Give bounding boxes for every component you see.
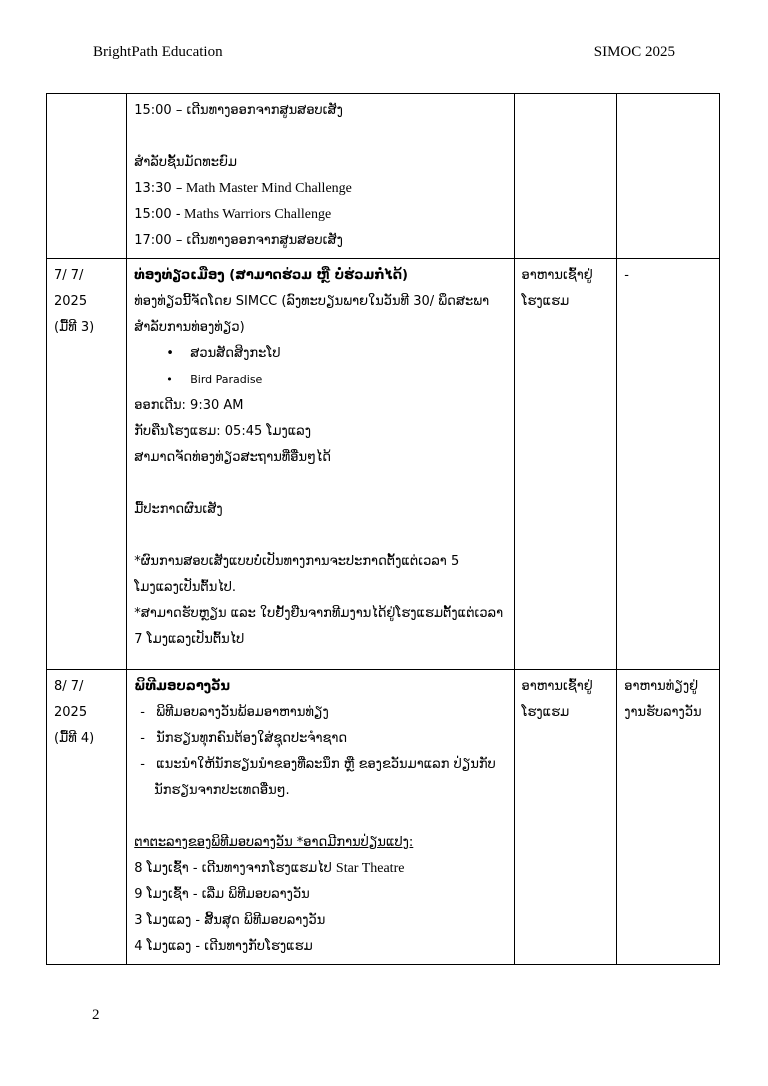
- list-item: - ພິທີມອບລາງວັນພ້ອມອາຫານທ່ຽງ: [148, 700, 507, 726]
- ceremony-schedule-title: ຕາຕະລາງຂອງພິທີມອບລາງວັນ *ອາດມີການປ່ຽນແປງ:: [134, 835, 414, 850]
- date-cell: [47, 259, 127, 670]
- day-label: (ມື້ທີ 3): [54, 320, 95, 335]
- date-text: 8/ 7/ 2025: [54, 679, 88, 720]
- depart-time: ອອກເດີນ: 9:30 AM: [134, 398, 244, 413]
- table-row: [47, 94, 720, 259]
- list-item: - ແນະນຳໃຫ້ນັກຮຽນນຳຂອງທີ່ລະນຶກ ຫຼື ຂອງຂວັນມາແລກ ປ່ຽນກັບນັກຮຽນຈາກປະເທດອື່ນໆ.: [148, 752, 507, 804]
- header-event: SIMOC 2025: [593, 44, 675, 60]
- schedule-line: 17:00 – ເດີນທາງອອກຈາກສູນສອບເສັງ: [134, 233, 343, 248]
- date-cell: [47, 94, 127, 259]
- list-item: - ນັກຮຽນທຸກຄົນຕ້ອງໃສ່ຊຸດປະຈຳຊາດ: [148, 726, 507, 752]
- date-cell: [47, 670, 127, 965]
- lunch-cell: -: [617, 259, 720, 670]
- results-note: *ຜົນການສອບເສັງແບບບໍ່ເປັນທາງການຈະປະກາດຕັ້ງແຕ່ເວລາ 5 ໂມງແລງເປັນຕົ້ນໄປ.: [134, 554, 460, 595]
- schedule-line: 3 ໂມງແລງ - ສິ້ນສຸດ ພິທີມອບລາງວັນ: [134, 913, 326, 928]
- schedule-line: 15:00 – ເດີນທາງອອກຈາກສູນສອບເສັງ: [134, 103, 343, 118]
- tour-intro: ທ່ອງທ່ຽວນີ້ຈັດໂດຍ SIMCC (ລົງທະບຽນພາຍໃນວັນທີ 30/ ພຶດສະພາ ສຳລັບການທ່ອງທ່ຽວ): [134, 294, 490, 335]
- awards-note: *ສາມາດຮັບຫຼຽນ ແລະ ໃບຢັ້ງຢືນຈາກທີມງານໄດ້ຢູ່ໂຮງແຮມຕັ້ງແຕ່ເວລາ 7 ໂມງແລງເປັນຕົ້ນໄປ: [134, 606, 504, 647]
- date-text: 7/ 7/ 2025: [54, 268, 88, 309]
- breakfast-cell: ອາຫານເຊົ້າຢູ່ໂຮງແຮມ: [514, 670, 617, 965]
- alt-tour-note: ສາມາດຈັດທ່ອງທ່ຽວສະຖານທີ່ອື່ນໆໄດ້: [134, 450, 331, 465]
- schedule-line: 4 ໂມງແລງ - ເດີນທາງກັບໂຮງແຮມ: [134, 939, 313, 954]
- schedule-line: 13:30 – Math Master Mind Challenge: [134, 181, 352, 196]
- breakfast-cell: ອາຫານເຊົ້າຢູ່ໂຮງແຮມ: [514, 259, 617, 670]
- list-item: • ສວນສັດສິງກະໂປ: [134, 341, 507, 367]
- day-label: (ມື້ທີ 4): [54, 731, 95, 746]
- program-cell: [127, 94, 514, 259]
- schedule-line: 15:00 - Maths Warriors Challenge: [134, 207, 332, 222]
- return-time: ກັບຄືນໂຮງແຮມ: 05:45 ໂມງແລງ: [134, 424, 312, 439]
- schedule-table: [46, 93, 720, 965]
- table-row: [47, 259, 720, 670]
- program-cell: [127, 670, 514, 965]
- results-day-label: ມື້ປະກາດຜົນເສັງ: [134, 502, 223, 517]
- breakfast-cell: [514, 94, 617, 259]
- program-cell: [127, 259, 514, 670]
- page-number: 2: [92, 1007, 100, 1023]
- lunch-cell: ອາຫານທ່ຽງຢູ່ງານຮັບລາງວັນ: [617, 670, 720, 965]
- header-organization: BrightPath Education: [93, 44, 223, 60]
- activity-title: ພິທີມອບລາງວັນ: [134, 679, 230, 694]
- table-row: [47, 670, 720, 965]
- lunch-cell: [617, 94, 720, 259]
- schedule-line: 9 ໂມງເຊົ້າ - ເລີ່ມ ພິທີມອບລາງວັນ: [134, 887, 310, 902]
- section-label: ສຳລັບຊັ້ນມັດທະຍົມ: [134, 155, 238, 170]
- list-item: • Bird Paradise: [134, 367, 507, 393]
- schedule-line: 8 ໂມງເຊົ້າ - ເດີນທາງຈາກໂຮງແຮມໄປ Star Theatre: [134, 861, 405, 876]
- activity-title: ທ່ອງທ່ຽວເມືອງ (ສາມາດຮ່ວມ ຫຼື ບໍ່ຮ່ວມກໍ່ໄດ້): [134, 268, 408, 283]
